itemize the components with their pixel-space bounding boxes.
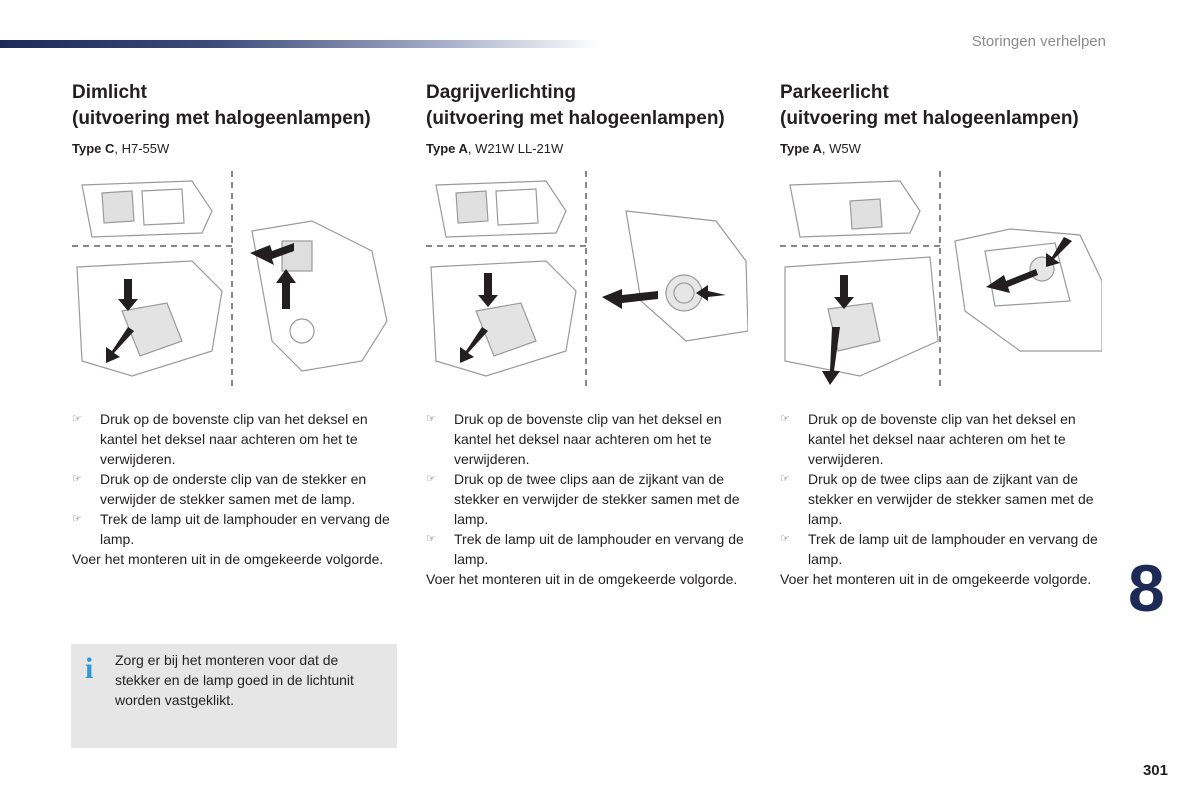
step-text: Druk op de bovenste clip van het deksel en kantel het deksel naar achteren om het te verwijderen. [454, 411, 722, 467]
bulb-type [72, 141, 402, 159]
bulb-type-label: Type C [72, 141, 115, 156]
list-item [426, 409, 756, 469]
closing-text: Voer het monteren uit in de omgekeerde volgorde. [780, 571, 1092, 587]
header-gradient-bar [0, 40, 600, 48]
title-line-2: (uitvoering met halogeenlampen) [780, 108, 1079, 129]
step-text: Trek de lamp uit de lamphouder en vervang de lamp. [808, 531, 1098, 567]
column-title [780, 80, 1110, 132]
column-parkeerlicht [780, 80, 1110, 589]
column-title [426, 80, 756, 132]
step-text: Trek de lamp uit de lamphouder en vervang de lamp. [454, 531, 744, 567]
hand-pointer-icon: ☞ [426, 473, 436, 485]
info-text: Zorg er bij het monteren voor dat de stekker en de lamp goed in de lichtunit worden vastgeklikt. [115, 652, 354, 708]
list-item [426, 469, 756, 529]
list-item [780, 469, 1110, 529]
title-line-1: Parkeerlicht [780, 82, 889, 103]
step-text: Druk op de bovenste clip van het deksel en kantel het deksel naar achteren om het te verwijderen. [100, 411, 368, 467]
step-list [426, 409, 756, 569]
list-item [780, 529, 1110, 569]
hand-pointer-icon: ☞ [426, 533, 436, 545]
list-item [426, 529, 756, 569]
bulb-type-value: , W5W [821, 141, 861, 156]
step-text: Druk op de onderste clip van de stekker en verwijder de stekker samen met de lamp. [100, 471, 367, 507]
section-title: Storingen verhelpen [971, 33, 1106, 50]
closing-text: Voer het monteren uit in de omgekeerde volgorde. [426, 571, 738, 587]
illustration-parkeerlicht [780, 171, 1102, 393]
title-line-2: (uitvoering met halogeenlampen) [72, 108, 371, 129]
hand-pointer-icon: ☞ [780, 533, 790, 545]
hand-pointer-icon: ☞ [780, 413, 790, 425]
title-line-1: Dagrijverlichting [426, 82, 576, 103]
list-item [72, 469, 402, 509]
hand-pointer-icon: ☞ [72, 413, 82, 425]
bulb-type [780, 141, 1110, 159]
bulb-type [426, 141, 756, 159]
info-icon: i [85, 652, 94, 685]
illustration-dagrijverlichting [426, 171, 748, 393]
list-item [72, 509, 402, 549]
hand-pointer-icon: ☞ [426, 413, 436, 425]
step-text: Druk op de twee clips aan de zijkant van de stekker en verwijder de stekker samen met de lamp. [808, 471, 1094, 527]
chapter-number: 8 [1128, 551, 1165, 625]
title-line-2: (uitvoering met halogeenlampen) [426, 108, 725, 129]
hand-pointer-icon: ☞ [72, 513, 82, 525]
illustration-dimlicht [72, 171, 394, 393]
step-list [72, 409, 402, 549]
bulb-type-label: Type A [426, 141, 468, 156]
list-item [780, 409, 1110, 469]
step-list [780, 409, 1110, 569]
step-text: Trek de lamp uit de lamphouder en vervang de lamp. [100, 511, 390, 547]
step-text: Druk op de twee clips aan de zijkant van de stekker en verwijder de stekker samen met de lamp. [454, 471, 740, 527]
title-line-1: Dimlicht [72, 82, 147, 103]
bulb-type-value: , W21W LL-21W [467, 141, 564, 156]
column-dimlicht [72, 80, 402, 569]
bulb-type-value: , H7-55W [114, 141, 170, 156]
closing-text: Voer het monteren uit in de omgekeerde volgorde. [72, 551, 384, 567]
step-text: Druk op de bovenste clip van het deksel en kantel het deksel naar achteren om het te verwijderen. [808, 411, 1076, 467]
page-number: 301 [1142, 762, 1168, 779]
column-title [72, 80, 402, 132]
column-dagrijverlichting [426, 80, 756, 589]
hand-pointer-icon: ☞ [780, 473, 790, 485]
list-item [72, 409, 402, 469]
hand-pointer-icon: ☞ [72, 473, 82, 485]
bulb-type-label: Type A [780, 141, 822, 156]
info-box [71, 644, 397, 748]
